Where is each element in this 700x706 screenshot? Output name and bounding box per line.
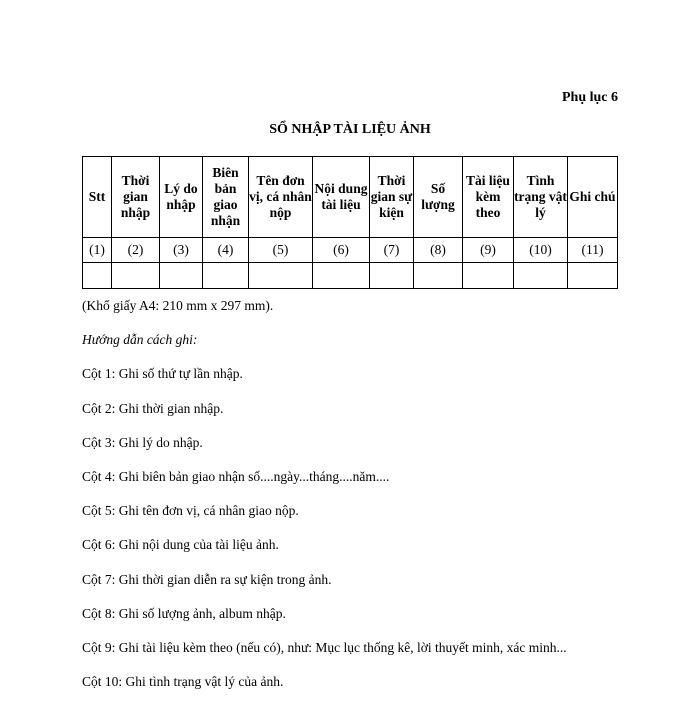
guide-title: Hướng dẫn cách ghi:	[82, 332, 198, 348]
instruction-col-9: Cột 9: Ghi tài liệu kèm theo (nếu có), như: Mục lục thống kê, lời thuyết minh, xác minh...	[82, 639, 567, 655]
column-number: (3)	[160, 238, 203, 263]
paper-size-note: (Khổ giấy A4: 210 mm x 297 mm).	[82, 298, 274, 313]
instruction-col-5: Cột 5: Ghi tên đơn vị, cá nhân giao nộp.	[82, 503, 299, 519]
header-import-reason: Lý do nhập	[160, 157, 203, 238]
empty-cell	[249, 263, 313, 289]
column-number: (8)	[414, 238, 463, 263]
column-number: (2)	[112, 238, 160, 263]
empty-cell	[370, 263, 414, 289]
column-number: (1)	[83, 238, 112, 263]
instruction-col-3: Cột 3: Ghi lý do nhập.	[82, 434, 203, 450]
empty-cell	[463, 263, 514, 289]
empty-cell	[203, 263, 249, 289]
empty-cell	[83, 263, 112, 289]
column-number: (6)	[313, 238, 370, 263]
appendix-label: Phụ lục 6	[561, 90, 618, 105]
column-number-row	[83, 238, 618, 263]
document-title: SỔ NHẬP TÀI LIỆU ẢNH	[269, 122, 431, 137]
header-notes: Ghi chú	[568, 157, 618, 238]
header-submitter: Tên đơn vị, cá nhân nộp	[249, 157, 313, 238]
instruction-col-10: Cột 10: Ghi tình trạng vật lý của ảnh.	[82, 674, 284, 690]
empty-cell	[160, 263, 203, 289]
empty-entry-row	[83, 263, 618, 289]
empty-cell	[112, 263, 160, 289]
column-number: (9)	[463, 238, 514, 263]
instruction-col-1: Cột 1: Ghi số thứ tự lần nhập.	[82, 366, 243, 382]
instruction-col-8: Cột 8: Ghi số lượng ảnh, album nhập.	[82, 605, 286, 621]
empty-cell	[568, 263, 618, 289]
header-handover-record: Biên bản giao nhận	[203, 157, 249, 238]
instruction-col-7: Cột 7: Ghi thời gian diễn ra sự kiện trong ảnh.	[82, 571, 332, 587]
header-physical-state: Tình trạng vật lý	[514, 157, 568, 238]
empty-cell	[313, 263, 370, 289]
column-number: (7)	[370, 238, 414, 263]
empty-cell	[514, 263, 568, 289]
instruction-col-2: Cột 2: Ghi thời gian nhập.	[82, 400, 224, 416]
header-import-time: Thời gian nhập	[112, 157, 160, 238]
header-event-time: Thời gian sự kiện	[370, 157, 414, 238]
header-stt: Stt	[83, 157, 112, 238]
column-number: (11)	[568, 238, 618, 263]
instruction-col-4: Cột 4: Ghi biên bản giao nhận số....ngày...tháng....năm....	[82, 468, 390, 484]
header-attachments: Tài liệu kèm theo	[463, 157, 514, 238]
photo-register-table	[82, 156, 618, 289]
column-number: (5)	[249, 238, 313, 263]
column-number: (4)	[203, 238, 249, 263]
notes-section	[82, 296, 642, 706]
instruction-col-6: Cột 6: Ghi nội dung của tài liệu ảnh.	[82, 537, 279, 553]
column-number: (10)	[514, 238, 568, 263]
empty-cell	[414, 263, 463, 289]
header-content: Nội dung tài liệu	[313, 157, 370, 238]
table-header-row	[83, 157, 618, 238]
header-quantity: Số lượng	[414, 157, 463, 238]
